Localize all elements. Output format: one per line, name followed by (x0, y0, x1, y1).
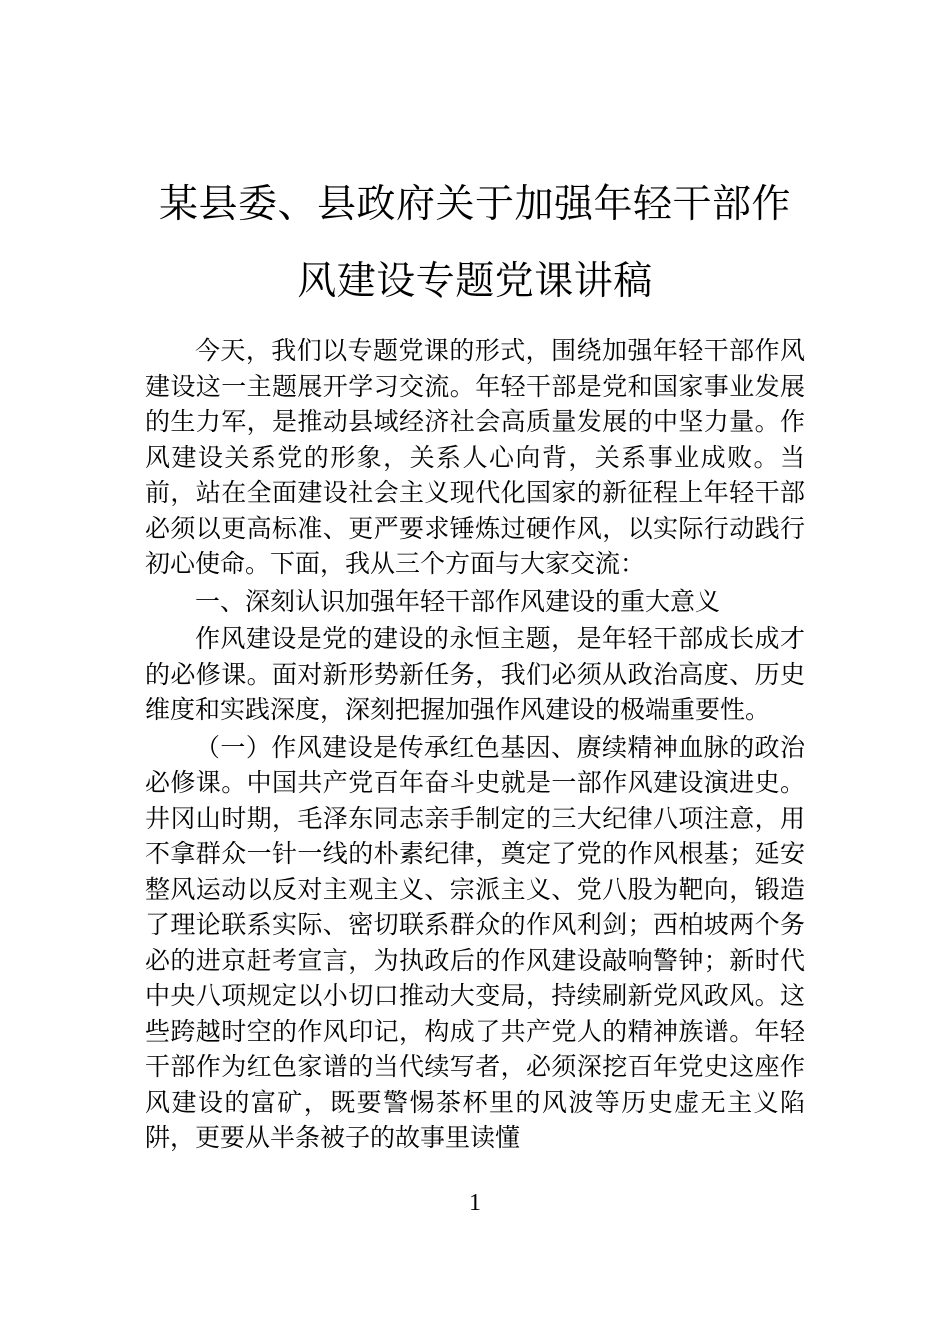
page-number: 1 (469, 1190, 481, 1216)
document-body (145, 333, 805, 1156)
section-1-paragraph: 作风建设是党的建设的永恒主题，是年轻干部成长成才的必修课。面对新形势新任务，我们必须从政治高度、历史维度和实践深度，深刻把握加强作风建设的极端重要性。 (145, 624, 805, 724)
document-title: 某县委、县政府关于加强年轻干部作风建设专题党课讲稿 (158, 182, 791, 304)
subsection-1-paragraph: （一）作风建设是传承红色基因、赓续精神血脉的政治必修课。中国共产党百年奋斗史就是一部作风建设演进史。井冈山时期，毛泽东同志亲手制定的三大纪律八项注意，用不拿群众一针一线的朴素纪律，奠定了党的作风根基；延安整风运动以反对主观主义、宗派主义、党八股为靶向，锻造了理论联系实际、密切联系群众的作风利剑；西柏坡两个务必的进京赶考宣言，为执政后的作风建设敲响警钟；新时代中央八项规定以小切口推动大变局，持续刷新党风政风。这些跨越时空的作风印记，构成了共产党人的精神族谱。年轻干部作为红色家谱的当代续写者，必须深挖百年党史这座作风建设的富矿，既要警惕茶杯里的风波等历史虚无主义陷阱，更要从半条被子的故事里读懂 (145, 732, 805, 1152)
intro-paragraph: 今天，我们以专题党课的形式，围绕加强年轻干部作风建设这一主题展开学习交流。年轻干部是党和国家事业发展的生力军，是推动县域经济社会高质量发展的中坚力量。作风建设关系党的形象，关系人心向背，关系事业成败。当前，站在全面建设社会主义现代化国家的新征程上年轻干部必须以更高标准、更严要求锤炼过硬作风，以实际行动践行初心使命。下面，我从三个方面与大家交流： (145, 336, 805, 578)
section-heading-1: 一、深刻认识加强年轻干部作风建设的重大意义 (195, 586, 721, 616)
